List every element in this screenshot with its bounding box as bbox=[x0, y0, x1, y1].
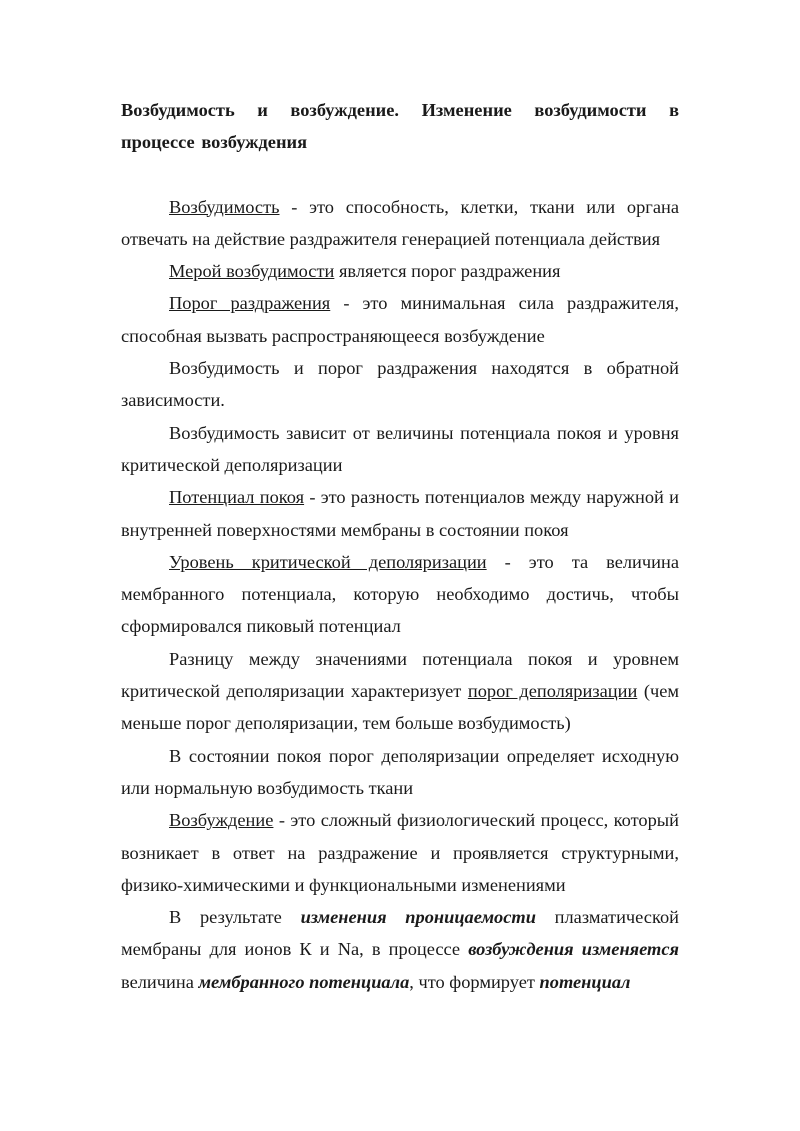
term-depolarization-threshold: порог деполяризации bbox=[467, 681, 638, 702]
paragraph-depolarization-threshold bbox=[121, 643, 679, 740]
paragraph-resting-potential bbox=[121, 481, 679, 546]
term-excitation: Возбуждение bbox=[169, 810, 274, 831]
paragraph-inverse-relation: Возбудимость и порог раздражения находятся в обратной зависимости. bbox=[121, 358, 679, 411]
emphasis-excitation-changes: возбуждения изменяется bbox=[468, 939, 679, 960]
paragraph-text: (чем меньше порог деполяризации, тем больше возбудимость) bbox=[121, 681, 679, 734]
paragraph-text: , что формирует bbox=[409, 971, 540, 992]
paragraph-excitation-definition bbox=[121, 804, 679, 901]
paragraph-critical-depolarization bbox=[121, 546, 679, 643]
term-threshold: Порог раздражения bbox=[169, 293, 331, 314]
paragraph-text: - это та величина мембранного потенциала, которую необходимо достичь, чтобы сформировался пиковый потенциал bbox=[121, 551, 679, 637]
paragraph-excitability-depends: Возбудимость зависит от величины потенциала покоя и уровня критической деполяризации bbox=[121, 422, 679, 475]
paragraph-text: плазматической мембраны для ионов К и Na, в процессе bbox=[121, 907, 680, 960]
emphasis-permeability-change: изменения проницаемости bbox=[300, 907, 536, 928]
document-body bbox=[121, 94, 679, 998]
paragraph-resting-state: В состоянии покоя порог деполяризации определяет исходную или нормальную возбудимость ткани bbox=[121, 745, 679, 798]
paragraph-text: Разницу между значениями потенциала покоя и уровнем критической деполяризации характеризует bbox=[121, 648, 679, 702]
emphasis-membrane-potential: мембранного потенциала bbox=[198, 971, 410, 992]
paragraph-text: величина bbox=[121, 971, 199, 992]
term-excitability: Возбудимость bbox=[169, 196, 280, 217]
term-measure-of-excitability: Мерой возбудимости bbox=[169, 261, 335, 282]
paragraph-excitability-definition bbox=[121, 191, 679, 256]
emphasis-potential: потенциал bbox=[539, 971, 631, 992]
paragraph-text: - это минимальная сила раздражителя, способная вызвать распространяющееся возбуждение bbox=[121, 293, 679, 346]
paragraph-membrane-permeability bbox=[121, 901, 679, 998]
paragraph-text: - это сложный физиологический процесс, который возникает в ответ на раздражение и проявляется структурными, физико-химическими и функциональными изменениями bbox=[121, 810, 679, 895]
document-title: Возбудимость и возбуждение. Изменение возбудимости в процессе возбуждения bbox=[121, 100, 679, 153]
term-resting-potential: Потенциал покоя bbox=[169, 487, 305, 508]
paragraph-text: - это способность, клетки, ткани или органа отвечать на действие раздражителя генерацией потенциала действия bbox=[121, 196, 679, 249]
paragraph-measure-of-excitability bbox=[121, 255, 679, 287]
paragraph-text: В результате bbox=[169, 907, 301, 928]
paragraph-threshold-definition bbox=[121, 287, 679, 352]
paragraph-text: является порог раздражения bbox=[334, 261, 561, 282]
term-critical-depolarization: Уровень критической деполяризации bbox=[169, 551, 487, 572]
paragraph-text: - это разность потенциалов между наружной и внутренней поверхностями мембраны в состоянии покоя bbox=[121, 487, 679, 540]
